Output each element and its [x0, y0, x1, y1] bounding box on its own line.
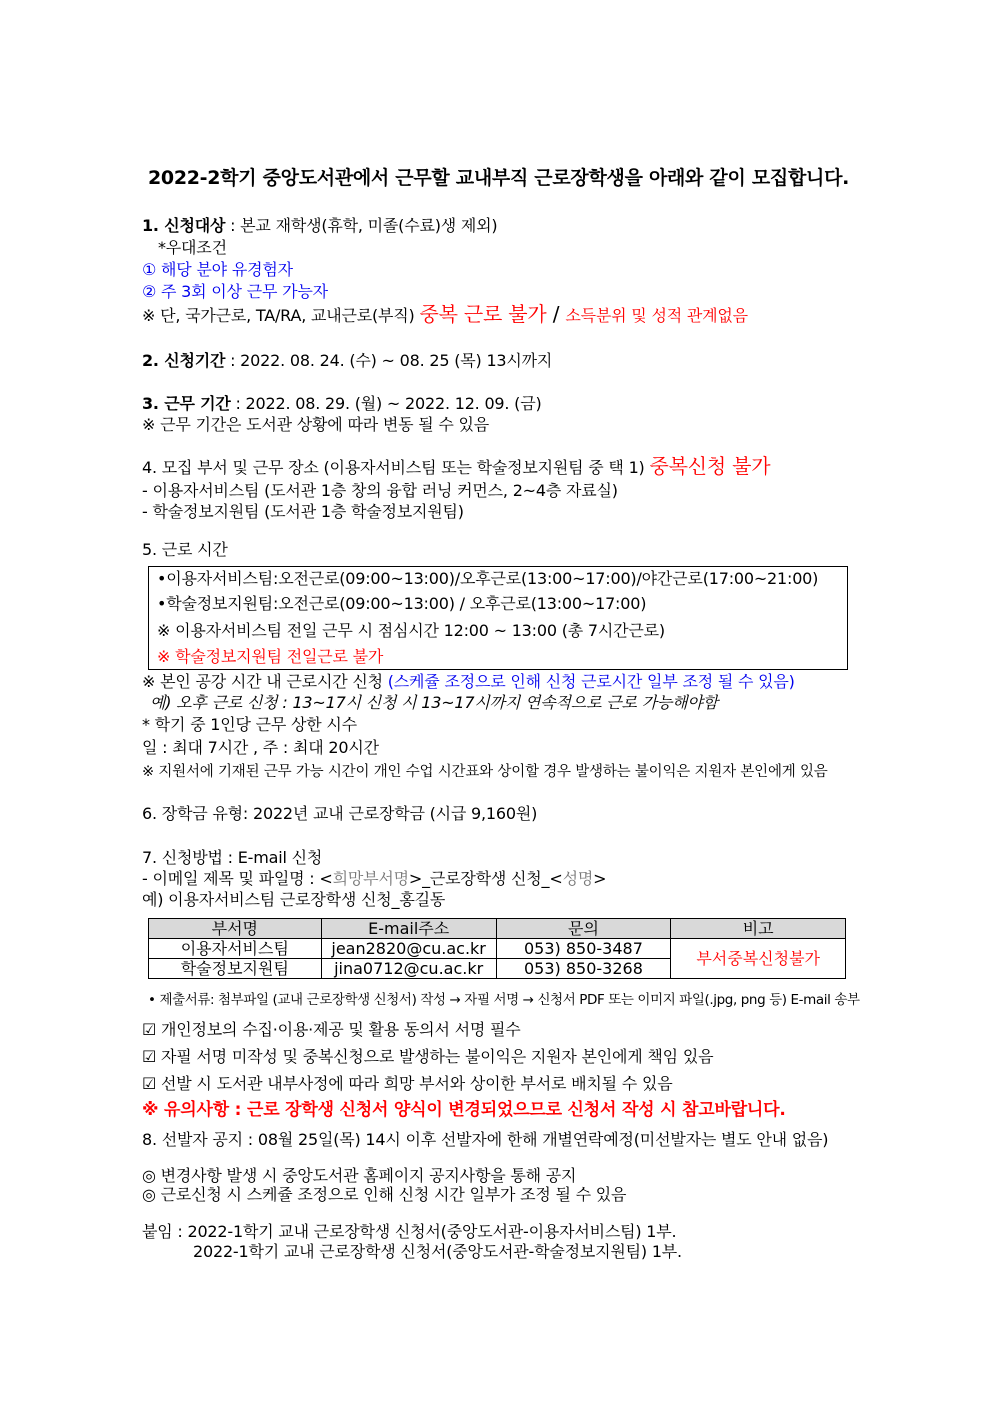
- phone-cell: 053) 850-3268: [496, 959, 671, 979]
- checklist-item-1: ☑ 개인정보의 수집·이용·제공 및 활용 동의서 서명 필수: [142, 1020, 521, 1039]
- s3-line: [142, 394, 542, 414]
- s7-subject-dept: 희망부서명: [332, 869, 409, 888]
- s1-number: 1.: [142, 216, 165, 235]
- s2-number: 2.: [142, 351, 165, 370]
- s3-label: 근무 기간: [164, 394, 231, 413]
- email-cell[interactable]: jina0712@cu.ac.kr: [321, 959, 496, 979]
- dept-cell: 학술정보지원팀: [149, 959, 322, 979]
- notice-2: ◎ 근로신청 시 스케쥴 조정으로 인해 신청 시간 일부가 조정 될 수 있음: [142, 1185, 627, 1204]
- s7-subject-a: - 이메일 제목 및 파일명 : <: [142, 869, 333, 888]
- table-row: [149, 939, 846, 959]
- attachment-1: 붙임 : 2022-1학기 교내 근로장학생 신청서(중앙도서관-이용자서비스팀) 1부.: [142, 1222, 677, 1241]
- s1-note-a: ※ 단, 국가근로, TA/RA, 교내근로(부직): [142, 306, 420, 325]
- box-line-1: •이용자서비스팀:오전근로(09:00~13:00)/오후근로(13:00~17:00)/야간근로(17:00~21:00): [157, 569, 819, 588]
- s2-line: [142, 351, 552, 371]
- s4-heading-text: 4. 모집 부서 및 근무 장소 (이용자서비스팀 또는 학술정보지원팀 중 택 1): [142, 458, 650, 477]
- s7-submission-note: • 제출서류: 첨부파일 (교내 근로장학생 신청서) 작성 → 자필 서명 → 신청서 PDF 또는 이미지 파일(.jpg, png 등) E-mail 송부: [148, 992, 860, 1008]
- s2-text: : 2022. 08. 24. (수) ~ 08. 25 (목) 13시까지: [225, 351, 553, 370]
- s5-example: 예) 오후 근로 신청 : 13~17시 신청 시 13~17시까지 연속적으로 근로 가능해야함: [150, 693, 718, 712]
- s5-note-1a: ※ 본인 공강 시간 내 근로시간 신청: [142, 672, 388, 691]
- s1-note-b: 중복 근로 불가: [419, 302, 547, 326]
- table-header-row: [149, 919, 846, 939]
- s1-text: : 본교 재학생(휴학, 미졸(수료)생 제외): [225, 216, 498, 235]
- note-cell: 부서중복신청불가: [671, 939, 846, 979]
- work-hours-box: [148, 566, 848, 670]
- s7-subject-c: >_근로장학생 신청_<: [408, 869, 563, 888]
- s8-line: 8. 선발자 공지 : 08월 25일(목) 14시 이후 선발자에 한해 개별연락예정(미선발자는 별도 안내 없음): [142, 1130, 829, 1149]
- table-header: 문의: [496, 919, 671, 939]
- page-title: 2022-2학기 중앙도서관에서 근무할 교내부직 근로장학생을 아래와 같이 모집합니다.: [148, 167, 850, 189]
- box-line-3: ※ 이용자서비스팀 전일 근무 시 점심시간 12:00 ~ 13:00 (총 7시간근로): [157, 621, 665, 640]
- s7-heading: 7. 신청방법 : E-mail 신청: [142, 848, 323, 867]
- s5-note-1: [142, 672, 795, 692]
- s3-text: : 2022. 08. 29. (월) ~ 2022. 12. 09. (금): [230, 394, 542, 413]
- s2-label: 신청기간: [164, 351, 226, 370]
- s5-limit-values: 일 : 최대 7시간 , 주 : 최대 20시간: [142, 738, 379, 757]
- s1-label: 신청대상: [164, 216, 226, 235]
- s4-item-1: - 이용자서비스팀 (도서관 1층 창의 융합 러닝 커먼스, 2~4층 자료실): [142, 481, 618, 500]
- dept-cell: 이용자서비스팀: [149, 939, 322, 959]
- s1-target-line: [142, 216, 497, 236]
- s1-option-2: ② 주 3회 이상 근무 가능자: [142, 282, 328, 301]
- s4-heading: [142, 456, 770, 478]
- s5-disclaimer: ※ 지원서에 기재된 근무 가능 시간이 개인 수업 시간표와 상이할 경우 발생하는 불이익은 지원자 본인에게 있음: [142, 764, 828, 780]
- s4-heading-red: 중복신청 불가: [649, 454, 771, 478]
- table-header: 부서명: [149, 919, 322, 939]
- s7-subject-line: [142, 869, 606, 889]
- checklist-item-3: ☑ 선발 시 도서관 내부사정에 따라 희망 부서와 상이한 부서로 배치될 수 있음: [142, 1074, 673, 1093]
- s7-example: 예) 이용자서비스팀 근로장학생 신청_홍길동: [142, 890, 446, 909]
- table-header: E-mail주소: [321, 919, 496, 939]
- s1-note-d: 소득분위 및 성적 관계없음: [565, 306, 748, 325]
- s1-note-line: [142, 304, 748, 326]
- s4-item-2: - 학술정보지원팀 (도서관 1층 학술정보지원팀): [142, 502, 464, 521]
- s1-option-1: ① 해당 분야 유경험자: [142, 260, 293, 279]
- box-line-4: ※ 학술정보지원팀 전일근로 불가: [157, 647, 384, 666]
- table-header: 비고: [671, 919, 846, 939]
- s6-line: 6. 장학금 유형: 2022년 교내 근로장학금 (시급 9,160원): [142, 804, 538, 823]
- s3-number: 3.: [142, 394, 165, 413]
- box-line-2: •학술정보지원팀:오전근로(09:00~13:00) / 오후근로(13:00~17:00): [157, 594, 647, 613]
- s1-preference-label: *우대조건: [158, 238, 227, 257]
- s3-note: ※ 근무 기간은 도서관 상황에 따라 변동 될 수 있음: [142, 415, 490, 434]
- s7-subject-e: >: [593, 869, 607, 888]
- s1-note-c: /: [546, 302, 566, 326]
- phone-cell: 053) 850-3487: [496, 939, 671, 959]
- s7-subject-name: 성명: [562, 869, 594, 888]
- contact-table: [148, 918, 846, 979]
- s5-note-1b: (스케쥴 조정으로 인해 신청 근로시간 일부 조정 될 수 있음): [387, 672, 795, 691]
- email-cell[interactable]: jean2820@cu.ac.kr: [321, 939, 496, 959]
- s5-limit-heading: * 학기 중 1인당 근무 상한 시수: [142, 715, 357, 734]
- warning-notice: ※ 유의사항 : 근로 장학생 신청서 양식이 변경되었으므로 신청서 작성 시 참고바랍니다.: [142, 1100, 786, 1120]
- s5-heading: 5. 근로 시간: [142, 540, 228, 559]
- checklist-item-2: ☑ 자필 서명 미작성 및 중복신청으로 발생하는 불이익은 지원자 본인에게 책임 있음: [142, 1047, 714, 1066]
- notice-1: ◎ 변경사항 발생 시 중앙도서관 홈페이지 공지사항을 통해 공지: [142, 1166, 577, 1185]
- attachment-2: 2022-1학기 교내 근로장학생 신청서(중앙도서관-학술정보지원팀) 1부.: [193, 1242, 682, 1261]
